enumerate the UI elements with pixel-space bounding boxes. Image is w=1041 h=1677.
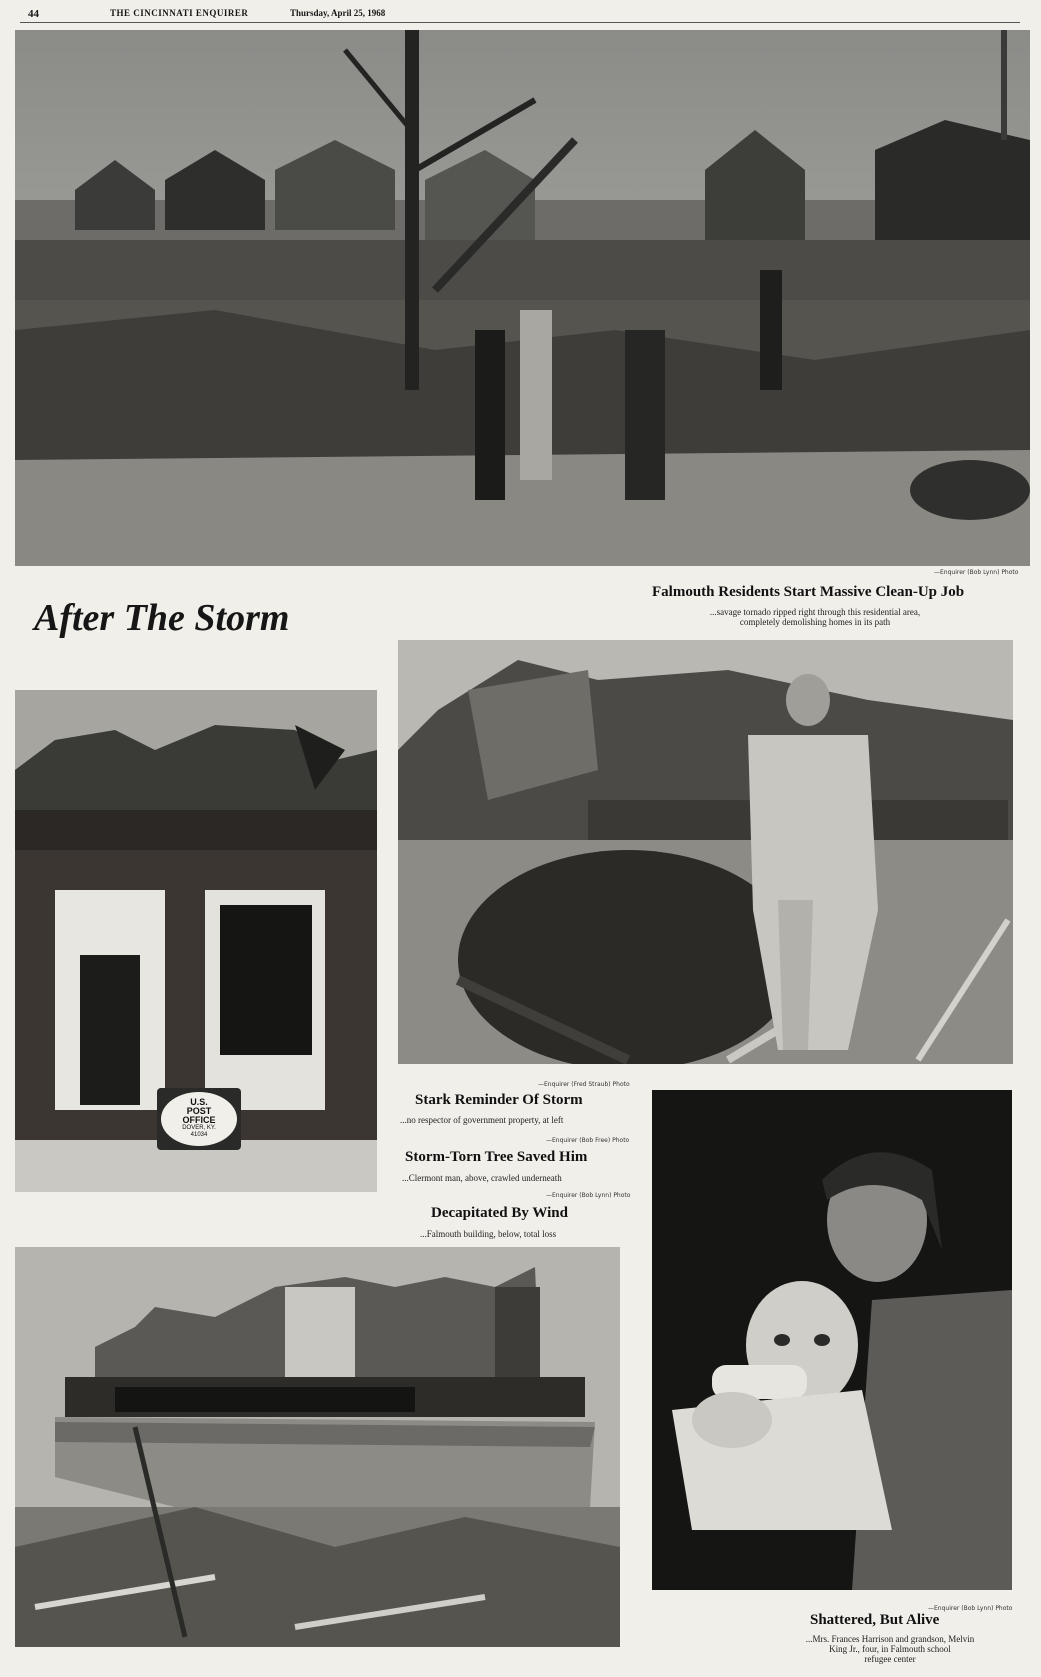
caption-3-body: ...Falmouth building, below, total loss [420, 1229, 557, 1239]
sign-line-town: DOVER, KY. [182, 1125, 216, 1131]
sign-line-zip: 41034 [190, 1132, 208, 1138]
caption-2-title: Storm-Torn Tree Saved Him [405, 1149, 588, 1165]
post-office-sign [165, 1098, 233, 1139]
uprooted-tree-photo [398, 640, 1013, 1064]
top-photo-caption-line1: ...savage tornado ripped right through this residential area, [709, 607, 921, 617]
caption-1-title: Stark Reminder Of Storm [415, 1092, 583, 1108]
top-photo-caption-line2: completely demolishing homes in its path [739, 617, 891, 627]
top-photo-credit: —Enquirer (Bob Lynn) Photo [934, 569, 1019, 576]
mother-photo-caption-line1: ...Mrs. Frances Harrison and grandson, Melvin [805, 1634, 975, 1644]
top-photo-debris-field [15, 30, 1030, 566]
top-photo-title: Falmouth Residents Start Massive Clean-Up Job [652, 584, 965, 600]
mother-photo-credit: —Enquirer (Bob Lynn) Photo [928, 1605, 1013, 1612]
masthead-rule [20, 22, 1020, 23]
mother-photo-caption-line2: King Jr., four, in Falmouth school [829, 1644, 951, 1654]
caption-2-credit: —Enquirer (Bob Free) Photo [546, 1137, 630, 1144]
caption-1-credit: —Enquirer (Fred Straub) Photo [538, 1081, 630, 1088]
page-headline: After The Storm [34, 597, 290, 639]
caption-2-body: ...Clermont man, above, crawled underneath [402, 1173, 562, 1183]
mother-photo-caption-line3: refugee center [864, 1654, 916, 1664]
caption-3-title: Decapitated By Wind [431, 1205, 568, 1221]
decapitated-building-photo [15, 1247, 620, 1647]
mother-photo-title: Shattered, But Alive [810, 1612, 940, 1628]
issue-date: Thursday, April 25, 1968 [290, 8, 386, 18]
sign-line-office: OFFICE [182, 1115, 216, 1125]
caption-3-credit: —Enquirer (Bob Lynn) Photo [546, 1192, 631, 1199]
page-number: 44 [28, 8, 39, 20]
sign-line-post: POST [186, 1106, 212, 1116]
sign-line-us: U.S. [190, 1097, 208, 1107]
newspaper-name: THE CINCINNATI ENQUIRER [110, 8, 249, 18]
post-office-photo [15, 690, 377, 1192]
caption-1-body: ...no respector of government property, at left [400, 1115, 564, 1125]
mother-child-photo [652, 1090, 1012, 1590]
